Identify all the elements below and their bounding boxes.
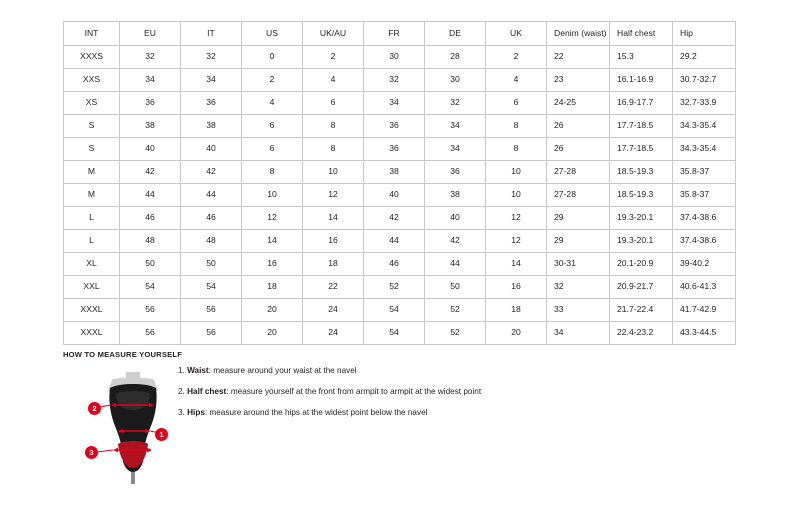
- cell-denim-waist: 26: [547, 138, 610, 161]
- cell-half-chest: 17.7-18.5: [610, 115, 673, 138]
- cell-de: 38: [425, 184, 486, 207]
- table-row: [64, 276, 736, 299]
- cell-it: 56: [181, 299, 242, 322]
- cell-half-chest: 20.1-20.9: [610, 253, 673, 276]
- cell-denim-waist: 34: [547, 322, 610, 345]
- table-row: [64, 138, 736, 161]
- table-row: [64, 207, 736, 230]
- cell-it: 56: [181, 322, 242, 345]
- cell-int: XXS: [64, 69, 120, 92]
- cell-us: 20: [242, 322, 303, 345]
- instruction-hips: [178, 408, 598, 418]
- size-chart-table: [63, 21, 736, 345]
- cell-uk: 10: [486, 161, 547, 184]
- cell-denim-waist: 30-31: [547, 253, 610, 276]
- cell-fr: 40: [364, 184, 425, 207]
- cell-fr: 54: [364, 322, 425, 345]
- cell-hip: 41.7-42.9: [673, 299, 736, 322]
- cell-fr: 32: [364, 69, 425, 92]
- cell-eu: 56: [120, 322, 181, 345]
- cell-de: 36: [425, 161, 486, 184]
- cell-eu: 40: [120, 138, 181, 161]
- table-row: [64, 161, 736, 184]
- cell-it: 42: [181, 161, 242, 184]
- instruction-text-waist: : measure around your waist at the navel: [208, 366, 357, 375]
- instruction-term-waist: Waist: [187, 366, 209, 375]
- cell-uk-au: 2: [303, 46, 364, 69]
- cell-hip: 29.2: [673, 46, 736, 69]
- size-chart-table-wrapper: [63, 21, 735, 345]
- table-row: [64, 69, 736, 92]
- cell-eu: 38: [120, 115, 181, 138]
- cell-half-chest: 21.7-22.4: [610, 299, 673, 322]
- cell-de: 52: [425, 322, 486, 345]
- column-header-fr: FR: [364, 22, 425, 46]
- cell-hip: 30.7-32.7: [673, 69, 736, 92]
- cell-int: XS: [64, 92, 120, 115]
- cell-de: 50: [425, 276, 486, 299]
- cell-de: 34: [425, 138, 486, 161]
- column-header-it: IT: [181, 22, 242, 46]
- how-to-measure-title: HOW TO MEASURE YOURSELF: [63, 350, 183, 359]
- callout-badge-1: 1: [155, 428, 168, 441]
- instruction-waist: [178, 366, 598, 376]
- cell-uk-au: 6: [303, 92, 364, 115]
- table-row: [64, 322, 736, 345]
- cell-uk: 14: [486, 253, 547, 276]
- cell-uk-au: 18: [303, 253, 364, 276]
- cell-uk: 12: [486, 207, 547, 230]
- cell-us: 14: [242, 230, 303, 253]
- cell-fr: 38: [364, 161, 425, 184]
- cell-uk: 8: [486, 115, 547, 138]
- cell-fr: 46: [364, 253, 425, 276]
- cell-uk-au: 16: [303, 230, 364, 253]
- cell-uk-au: 8: [303, 115, 364, 138]
- instruction-text-half-chest: : measure yourself at the front from armpit to armpit at the widest point: [226, 386, 482, 396]
- callout-badge-2: 2: [88, 402, 101, 415]
- cell-us: 20: [242, 299, 303, 322]
- cell-us: 12: [242, 207, 303, 230]
- cell-eu: 54: [120, 276, 181, 299]
- cell-us: 4: [242, 92, 303, 115]
- cell-it: 48: [181, 230, 242, 253]
- cell-eu: 36: [120, 92, 181, 115]
- cell-us: 10: [242, 184, 303, 207]
- cell-fr: 52: [364, 276, 425, 299]
- cell-int: XXXL: [64, 299, 120, 322]
- cell-eu: 50: [120, 253, 181, 276]
- cell-half-chest: 15.3: [610, 46, 673, 69]
- column-header-half-chest: Half chest: [610, 22, 673, 46]
- cell-it: 36: [181, 92, 242, 115]
- instruction-number-1: 1.: [178, 366, 185, 375]
- cell-int: XXL: [64, 276, 120, 299]
- cell-it: 54: [181, 276, 242, 299]
- cell-hip: 35.8-37: [673, 184, 736, 207]
- table-row: [64, 46, 736, 69]
- cell-de: 30: [425, 69, 486, 92]
- cell-hip: 34.3-35.4: [673, 115, 736, 138]
- instruction-term-hips: Hips: [187, 407, 205, 417]
- cell-denim-waist: 27-28: [547, 184, 610, 207]
- cell-int: XL: [64, 253, 120, 276]
- table-header: [64, 22, 736, 46]
- cell-uk: 6: [486, 92, 547, 115]
- cell-eu: 32: [120, 46, 181, 69]
- cell-de: 32: [425, 92, 486, 115]
- column-header-denim-waist: Denim (waist): [547, 22, 610, 46]
- cell-eu: 56: [120, 299, 181, 322]
- cell-us: 16: [242, 253, 303, 276]
- cell-de: 44: [425, 253, 486, 276]
- cell-uk: 20: [486, 322, 547, 345]
- cell-denim-waist: 29: [547, 207, 610, 230]
- cell-uk: 10: [486, 184, 547, 207]
- cell-uk-au: 10: [303, 161, 364, 184]
- cell-int: L: [64, 230, 120, 253]
- cell-hip: 37.4-38.6: [673, 230, 736, 253]
- cell-half-chest: 17.7-18.5: [610, 138, 673, 161]
- cell-uk: 4: [486, 69, 547, 92]
- cell-de: 28: [425, 46, 486, 69]
- column-header-eu: EU: [120, 22, 181, 46]
- cell-it: 38: [181, 115, 242, 138]
- cell-hip: 40.6-41.3: [673, 276, 736, 299]
- instruction-text-hips: : measure around the hips at the widest point below the navel: [204, 407, 428, 417]
- cell-int: XXXS: [64, 46, 120, 69]
- instruction-number-3: 3.: [178, 407, 185, 417]
- cell-half-chest: 20.9-21.7: [610, 276, 673, 299]
- column-header-uk-au: UK/AU: [303, 22, 364, 46]
- cell-us: 18: [242, 276, 303, 299]
- column-header-int: INT: [64, 22, 120, 46]
- cell-de: 34: [425, 115, 486, 138]
- instruction-term-half-chest: Half chest: [187, 386, 227, 396]
- cell-hip: 39-40.2: [673, 253, 736, 276]
- cell-denim-waist: 24-25: [547, 92, 610, 115]
- cell-int: M: [64, 161, 120, 184]
- cell-uk-au: 24: [303, 299, 364, 322]
- cell-de: 52: [425, 299, 486, 322]
- cell-de: 42: [425, 230, 486, 253]
- cell-eu: 34: [120, 69, 181, 92]
- measure-instructions: [178, 366, 598, 428]
- table-row: [64, 253, 736, 276]
- cell-uk-au: 4: [303, 69, 364, 92]
- cell-int: S: [64, 115, 120, 138]
- cell-uk-au: 12: [303, 184, 364, 207]
- cell-it: 40: [181, 138, 242, 161]
- cell-eu: 44: [120, 184, 181, 207]
- cell-it: 50: [181, 253, 242, 276]
- table-header-row: [64, 22, 736, 46]
- cell-fr: 36: [364, 138, 425, 161]
- cell-hip: 34.3-35.4: [673, 138, 736, 161]
- column-header-uk: UK: [486, 22, 547, 46]
- cell-fr: 54: [364, 299, 425, 322]
- table-row: [64, 299, 736, 322]
- cell-uk-au: 8: [303, 138, 364, 161]
- cell-denim-waist: 26: [547, 115, 610, 138]
- cell-eu: 42: [120, 161, 181, 184]
- cell-uk: 2: [486, 46, 547, 69]
- cell-it: 32: [181, 46, 242, 69]
- cell-de: 40: [425, 207, 486, 230]
- cell-fr: 34: [364, 92, 425, 115]
- cell-half-chest: 22.4-23.2: [610, 322, 673, 345]
- cell-half-chest: 16.9-17.7: [610, 92, 673, 115]
- cell-denim-waist: 22: [547, 46, 610, 69]
- cell-denim-waist: 23: [547, 69, 610, 92]
- cell-it: 46: [181, 207, 242, 230]
- cell-uk: 18: [486, 299, 547, 322]
- instruction-number-2: 2.: [178, 386, 185, 396]
- cell-hip: 35.8-37: [673, 161, 736, 184]
- cell-hip: 43.3-44.5: [673, 322, 736, 345]
- cell-denim-waist: 33: [547, 299, 610, 322]
- cell-half-chest: 19.3-20.1: [610, 230, 673, 253]
- cell-int: S: [64, 138, 120, 161]
- cell-us: 6: [242, 138, 303, 161]
- cell-uk: 16: [486, 276, 547, 299]
- dress-form-body: [108, 372, 158, 484]
- cell-us: 0: [242, 46, 303, 69]
- cell-denim-waist: 29: [547, 230, 610, 253]
- cell-uk-au: 24: [303, 322, 364, 345]
- cell-uk-au: 14: [303, 207, 364, 230]
- cell-it: 44: [181, 184, 242, 207]
- column-header-us: US: [242, 22, 303, 46]
- cell-it: 34: [181, 69, 242, 92]
- cell-denim-waist: 27-28: [547, 161, 610, 184]
- cell-fr: 30: [364, 46, 425, 69]
- cell-int: L: [64, 207, 120, 230]
- cell-int: XXXL: [64, 322, 120, 345]
- cell-fr: 36: [364, 115, 425, 138]
- cell-fr: 42: [364, 207, 425, 230]
- cell-hip: 37.4-38.6: [673, 207, 736, 230]
- instruction-half-chest: [178, 387, 598, 397]
- table-row: [64, 184, 736, 207]
- table-row: [64, 230, 736, 253]
- cell-uk: 12: [486, 230, 547, 253]
- table-row: [64, 115, 736, 138]
- cell-eu: 48: [120, 230, 181, 253]
- column-header-hip: Hip: [673, 22, 736, 46]
- cell-uk: 8: [486, 138, 547, 161]
- table-body: [64, 46, 736, 345]
- column-header-de: DE: [425, 22, 486, 46]
- cell-half-chest: 18.5-19.3: [610, 184, 673, 207]
- cell-eu: 46: [120, 207, 181, 230]
- cell-us: 8: [242, 161, 303, 184]
- cell-half-chest: 16.1-16.9: [610, 69, 673, 92]
- cell-half-chest: 18.5-19.3: [610, 161, 673, 184]
- cell-denim-waist: 32: [547, 276, 610, 299]
- cell-us: 6: [242, 115, 303, 138]
- cell-fr: 44: [364, 230, 425, 253]
- cell-int: M: [64, 184, 120, 207]
- callout-badge-3: 3: [85, 446, 98, 459]
- cell-us: 2: [242, 69, 303, 92]
- table-row: [64, 92, 736, 115]
- cell-uk-au: 22: [303, 276, 364, 299]
- cell-hip: 32.7-33.9: [673, 92, 736, 115]
- cell-half-chest: 19.3-20.1: [610, 207, 673, 230]
